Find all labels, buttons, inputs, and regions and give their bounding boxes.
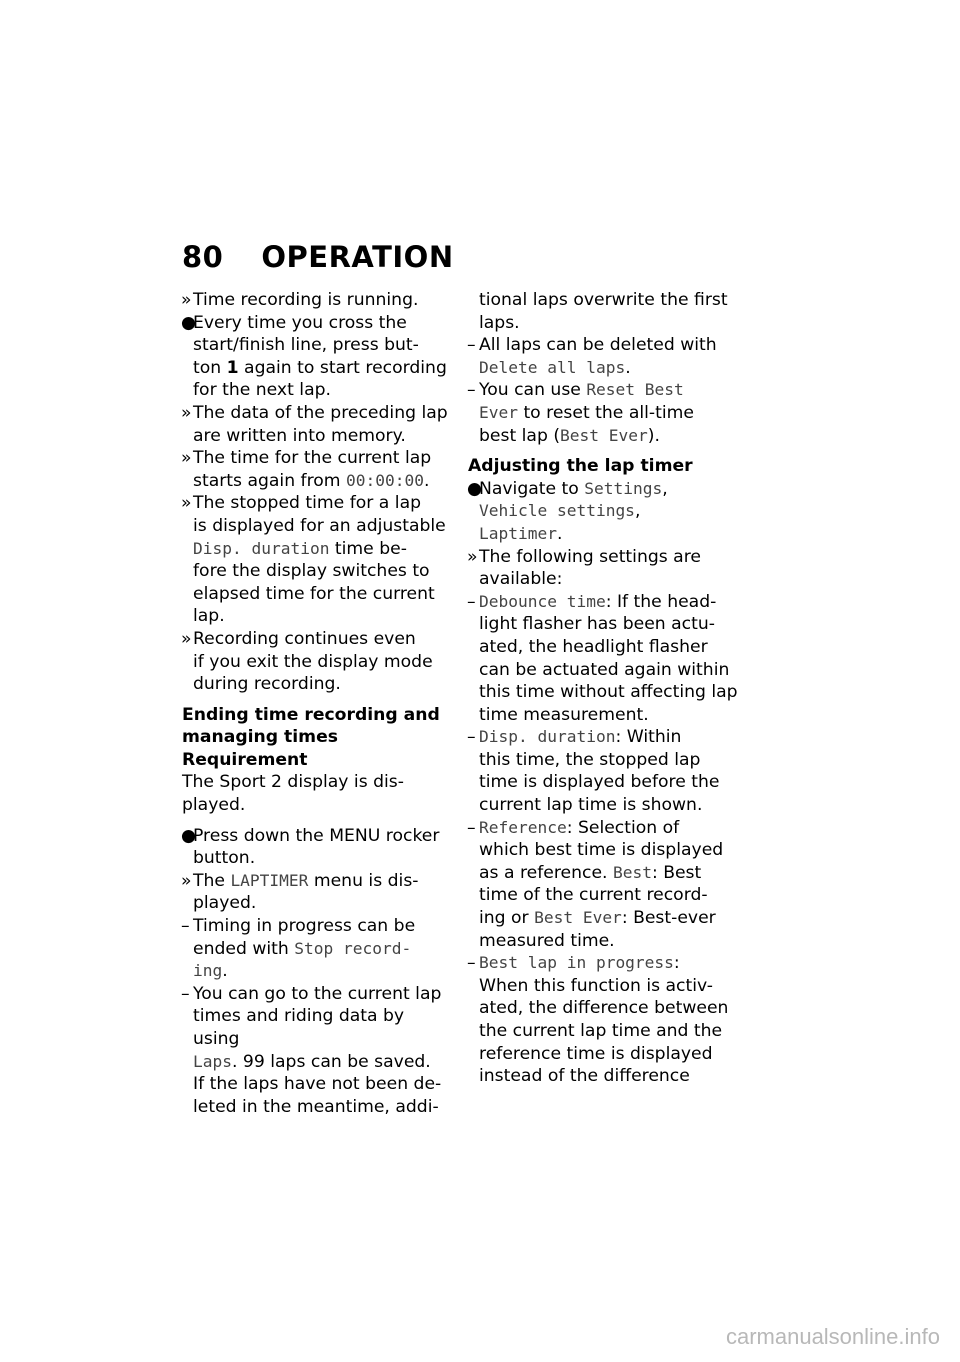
result-arrow-icon: » bbox=[467, 546, 478, 567]
result-item: » The data of the preceding lap are written into memory. bbox=[181, 402, 448, 446]
result-item: » The LAPTIMER menu is dis- played. bbox=[181, 870, 419, 914]
bullet-icon: ● bbox=[467, 478, 482, 499]
dash-icon: – bbox=[181, 916, 190, 937]
dash-icon: – bbox=[467, 953, 476, 974]
result-arrow-icon: » bbox=[181, 870, 192, 891]
requirement-text: The Sport 2 display is dis- played. bbox=[182, 772, 404, 816]
result-item: » Recording continues even if you exit the display mode during recording. bbox=[181, 628, 433, 695]
page-number: 80 bbox=[182, 240, 224, 274]
result-item: » Time recording is running. bbox=[181, 290, 419, 310]
section-heading: Adjusting the lap timer bbox=[468, 456, 693, 477]
result-arrow-icon: » bbox=[181, 628, 192, 649]
result-arrow-icon: » bbox=[181, 290, 192, 310]
result-arrow-icon: » bbox=[181, 402, 192, 423]
step-item: ● Press down the MENU rocker button. bbox=[181, 825, 440, 869]
list-item: – You can use Reset Best Ever to reset the all-time best lap (Best Ever). bbox=[467, 380, 694, 446]
section-heading: Ending time recording and managing times bbox=[182, 704, 440, 748]
left-column bbox=[182, 289, 454, 1118]
result-item: » The following settings are available: bbox=[467, 546, 701, 590]
dash-icon: – bbox=[467, 335, 476, 356]
list-item: – All laps can be deleted with Delete all laps. bbox=[467, 335, 717, 378]
right-column bbox=[468, 289, 740, 1088]
step-item: ● Every time you cross the start/finish line, press but- ton 1 again to start recording for the next lap. bbox=[181, 312, 447, 401]
continued-text: tional laps overwrite the first laps. bbox=[479, 290, 728, 333]
list-item: – Reference: Selection of which best time is displayed as a reference. Best: Best time of the current record- ing or Best Ever: Best-ever measured time. bbox=[467, 817, 724, 951]
list-item: – Timing in progress can be ended with Stop record- ing. bbox=[181, 916, 416, 982]
dash-icon: – bbox=[467, 591, 476, 612]
dash-icon: – bbox=[467, 727, 476, 748]
result-arrow-icon: » bbox=[181, 448, 192, 469]
dash-icon: – bbox=[181, 983, 190, 1004]
watermark: carmanualsonline.info bbox=[725, 1324, 940, 1349]
list-item: – You can go to the current lap times and riding data by using Laps. 99 laps can be saved. If the laps have not been de- leted in the meantime, addi- bbox=[181, 983, 442, 1117]
result-arrow-icon: » bbox=[181, 493, 192, 514]
list-item: – Debounce time: If the head- light flasher has been actu- ated, the headlight flasher can be actuated again within this time without affecting lap time measurement. bbox=[467, 591, 738, 725]
requirement-label: Requirement bbox=[182, 749, 308, 770]
result-item: » The time for the current lap starts again from 00:00:00. bbox=[181, 448, 432, 491]
list-item: – Best lap in progress: When this function is activ- ated, the difference between the current lap time and the reference time is displayed instead of the difference bbox=[467, 953, 729, 1087]
bullet-icon: ● bbox=[181, 825, 196, 846]
step-item: ● Navigate to Settings, Vehicle settings, Laptimer. bbox=[467, 478, 668, 544]
page-header bbox=[182, 240, 454, 274]
result-item: » The stopped time for a lap is displayed for an adjustable Disp. duration time be- fore the display switches to elapsed time for the current lap. bbox=[181, 493, 446, 627]
dash-icon: – bbox=[467, 817, 476, 838]
list-item: – Disp. duration: Within this time, the stopped lap time is displayed before the current lap time is shown. bbox=[467, 727, 720, 816]
dash-icon: – bbox=[467, 380, 476, 401]
section-title: OPERATION bbox=[261, 240, 454, 274]
bullet-icon: ● bbox=[181, 312, 196, 333]
